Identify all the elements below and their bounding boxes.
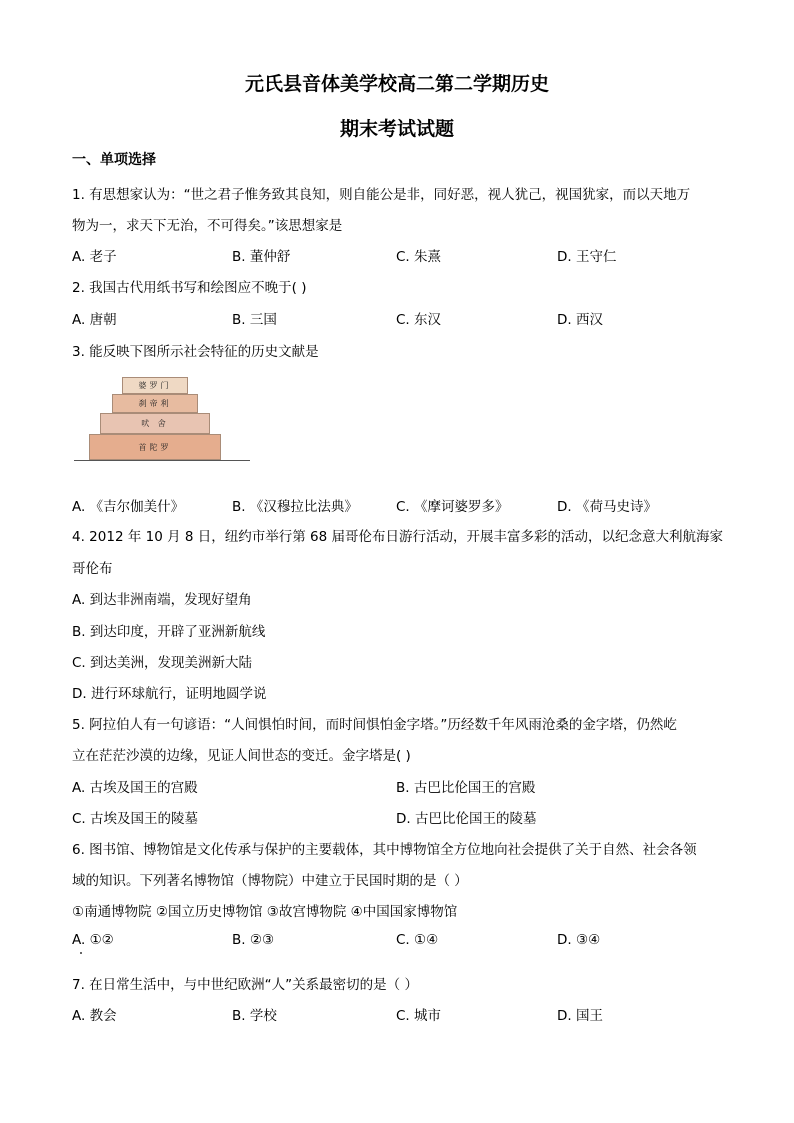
q3-option-b: B. 《汉穆拉比法典》: [232, 499, 358, 515]
question-6-text: 6. 图书馆、博物馆是文化传承与保护的主要载体，其中博物馆全方位地向社会提供了关于自然、社会各领: [72, 842, 697, 858]
question-3-text: 3. 能反映下图所示社会特征的历史文献是: [72, 344, 319, 360]
q6-option-d: D. ③④: [557, 932, 601, 948]
q6-option-a: A. ①②: [72, 932, 114, 948]
q4-option-b: B. 到达印度，开辟了亚洲新航线: [72, 624, 266, 640]
caste-tier-brahmin: 婆罗门: [122, 377, 188, 394]
question-4-text: 4. 2012 年 10 月 8 日，纽约市举行第 68 届哥伦布日游行活动，开展丰富多彩的活动，以纪念意大利航海家: [72, 529, 724, 545]
question-2-text: 2. 我国古代用纸书写和绘图应不晚于( ): [72, 280, 307, 296]
q2-option-d: D. 西汉: [557, 312, 603, 328]
q1-option-a: A. 老子: [72, 249, 117, 265]
question-6-items: ①南通博物院 ②国立历史博物馆 ③故宫博物院 ④中国国家博物馆: [72, 904, 458, 920]
q7-option-c: C. 城市: [396, 1008, 442, 1024]
q7-option-b: B. 学校: [232, 1008, 277, 1024]
q5-option-a: A. 古埃及国王的宫殿: [72, 780, 198, 796]
caste-tier-kshatriya: 刹帝利: [112, 394, 198, 413]
q1-option-b: B. 董仲舒: [232, 249, 291, 265]
q3-option-d: D. 《荷马史诗》: [557, 499, 657, 515]
question-1-text-cont: 物为一，求天下无治，不可得矣。”该思想家是: [72, 218, 343, 234]
q6-option-c: C. ①④: [396, 932, 439, 948]
q6-option-b: B. ②③: [232, 932, 275, 948]
q5-option-b: B. 古巴比伦国王的宫殿: [396, 780, 536, 796]
page-subtitle: 期末考试试题: [339, 118, 454, 140]
q3-option-c: C. 《摩诃婆罗多》: [396, 499, 509, 515]
q4-option-c: C. 到达美洲，发现美洲新大陆: [72, 655, 253, 671]
question-5-text: 5. 阿拉伯人有一句谚语：“人间惧怕时间，而时间惧怕金字塔。”历经数千年风雨沧桑的金字塔，仍然屹: [72, 717, 677, 733]
q2-option-c: C. 东汉: [396, 312, 442, 328]
caste-tier-shudra: 首陀罗: [89, 434, 221, 460]
page-title: 元氏县音体美学校高二第二学期历史: [244, 73, 549, 95]
caste-tier-vaishya: 吠 舍: [100, 413, 210, 434]
q2-option-a: A. 唐朝: [72, 312, 117, 328]
q7-option-a: A. 教会: [72, 1008, 117, 1024]
figure-baseline: [74, 460, 250, 461]
question-6-text-cont: 域的知识。下列著名博物馆（博物院）中建立于民国时期的是（ ）: [72, 873, 468, 889]
q5-option-c: C. 古埃及国王的陵墓: [72, 811, 199, 827]
question-7-text: 7. 在日常生活中，与中世纪欧洲“人”关系最密切的是（ ）: [72, 977, 418, 993]
q4-option-d: D. 进行环球航行，证明地圆学说: [72, 686, 267, 702]
question-1-text: 1. 有思想家认为：“世之君子惟务致其良知，则自能公是非，同好恶，视人犹己，视国犹家，而以天地万: [72, 187, 691, 203]
q2-option-b: B. 三国: [232, 312, 277, 328]
section-title: 一、单项选择: [72, 152, 156, 168]
q5-option-d: D. 古巴比伦国王的陵墓: [396, 811, 537, 827]
q1-option-c: C. 朱熹: [396, 249, 442, 265]
q3-option-a: A. 《吉尔伽美什》: [72, 499, 185, 515]
q4-option-a: A. 到达非洲南端，发现好望角: [72, 592, 252, 608]
q7-option-d: D. 国王: [557, 1008, 603, 1024]
question-4-text-cont: 哥伦布: [72, 561, 113, 577]
question-5-text-cont: 立在茫茫沙漠的边缘，见证人间世态的变迁。金字塔是( ): [72, 748, 411, 764]
caste-pyramid-figure: [74, 372, 252, 466]
q1-option-d: D. 王守仁: [557, 249, 617, 265]
stray-dot: [80, 952, 82, 954]
